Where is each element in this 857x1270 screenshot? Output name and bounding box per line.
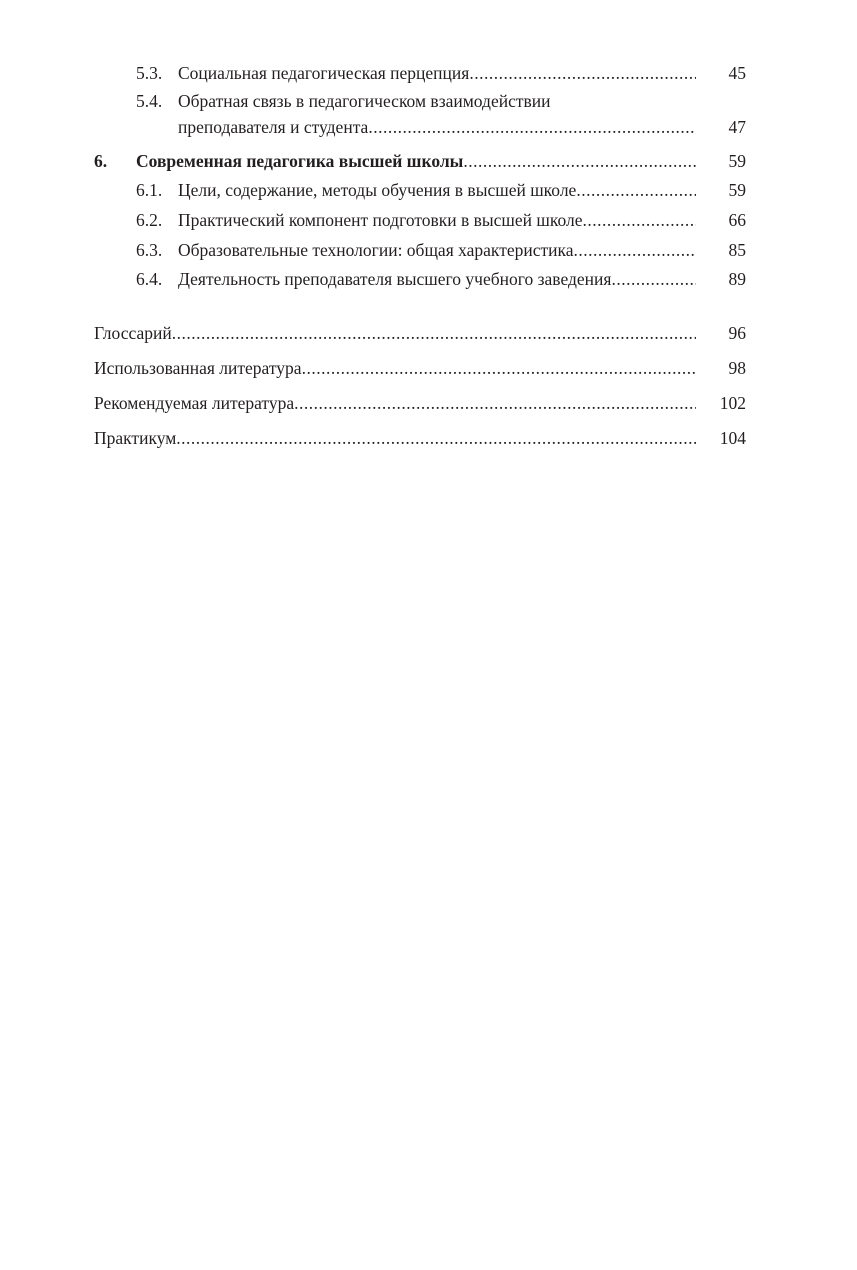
toc-entry-5-4[interactable] bbox=[94, 88, 746, 140]
toc-entry-number: 5.3. bbox=[136, 63, 163, 83]
toc-entry-page: 59 bbox=[728, 180, 746, 200]
toc-entry-glossary[interactable] bbox=[94, 320, 746, 346]
toc-entry-page: 89 bbox=[728, 269, 746, 289]
toc-entry-title-text: Практический компонент подготовки в высшей школе bbox=[178, 210, 583, 230]
toc-entry-title-text: Рекомендуемая литература bbox=[94, 393, 295, 413]
table-of-contents bbox=[94, 60, 746, 451]
toc-entry-page: 45 bbox=[728, 63, 746, 83]
dot-leader bbox=[368, 114, 696, 140]
toc-entry-page: 102 bbox=[719, 393, 746, 413]
toc-entry-title-text: Социальная педагогическая перцепция bbox=[178, 63, 470, 83]
toc-entry-6-3[interactable] bbox=[94, 237, 746, 263]
dot-leader bbox=[574, 237, 696, 263]
toc-entry-title-text: Практикум bbox=[94, 428, 177, 448]
toc-entry-number: 6.1. bbox=[136, 180, 163, 200]
dot-leader bbox=[172, 320, 696, 346]
dot-leader bbox=[583, 207, 696, 233]
toc-entry-title bbox=[94, 390, 696, 416]
toc-entry-title-text: Цели, содержание, методы обучения в высшей школе bbox=[178, 180, 577, 200]
dot-leader bbox=[176, 425, 696, 451]
toc-entry-5-3[interactable] bbox=[94, 60, 746, 86]
toc-entry-6-1[interactable] bbox=[94, 177, 746, 203]
toc-entry-page: 96 bbox=[728, 323, 746, 343]
toc-entry-number: 6.4. bbox=[136, 269, 163, 289]
toc-entry-page: 47 bbox=[728, 117, 746, 137]
toc-entry-6-2[interactable] bbox=[94, 207, 746, 233]
toc-entry-used-literature[interactable] bbox=[94, 355, 746, 381]
toc-entry-title-text: Деятельность преподавателя высшего учебного заведения bbox=[178, 269, 612, 289]
toc-entry-title-text: Образовательные технологии: общая характеристика bbox=[178, 240, 574, 260]
toc-entry-title bbox=[178, 266, 696, 292]
toc-entry-title bbox=[136, 148, 696, 174]
toc-entry-recommended-literature[interactable] bbox=[94, 390, 746, 416]
dot-leader bbox=[576, 177, 696, 203]
toc-entry-page: 85 bbox=[728, 240, 746, 260]
toc-entry-title bbox=[94, 355, 696, 381]
toc-entry-title bbox=[178, 60, 696, 86]
toc-entry-title bbox=[94, 320, 696, 346]
dot-leader bbox=[302, 355, 696, 381]
toc-entry-number: 6.2. bbox=[136, 210, 163, 230]
dot-leader bbox=[611, 266, 696, 292]
toc-entry-number: 6. bbox=[94, 151, 108, 171]
dot-leader bbox=[463, 148, 696, 174]
toc-entry-page: 98 bbox=[728, 358, 746, 378]
dot-leader bbox=[294, 390, 696, 416]
toc-entry-number: 5.4. bbox=[136, 91, 163, 111]
toc-entry-title bbox=[178, 207, 696, 233]
toc-entry-title-line: Обратная связь в педагогическом взаимодействии bbox=[178, 91, 551, 111]
toc-entry-chapter-6[interactable] bbox=[94, 148, 746, 174]
toc-entry-title-text: Глоссарий bbox=[94, 323, 172, 343]
toc-entry-title bbox=[178, 177, 696, 203]
toc-entry-title bbox=[94, 425, 696, 451]
toc-entry-title-text: Современная педагогика высшей школы bbox=[136, 151, 464, 171]
toc-entry-title-text: преподавателя и студента bbox=[178, 117, 369, 137]
toc-entry-number: 6.3. bbox=[136, 240, 163, 260]
toc-entry-page: 66 bbox=[728, 210, 746, 230]
toc-entry-page: 104 bbox=[719, 428, 746, 448]
toc-entry-6-4[interactable] bbox=[94, 266, 746, 292]
toc-entry-title-text: Использованная литература bbox=[94, 358, 302, 378]
toc-entry-page: 59 bbox=[728, 151, 746, 171]
toc-entry-title bbox=[178, 88, 696, 140]
toc-entry-workshop[interactable] bbox=[94, 425, 746, 451]
toc-entry-title bbox=[178, 237, 696, 263]
dot-leader bbox=[469, 60, 696, 86]
